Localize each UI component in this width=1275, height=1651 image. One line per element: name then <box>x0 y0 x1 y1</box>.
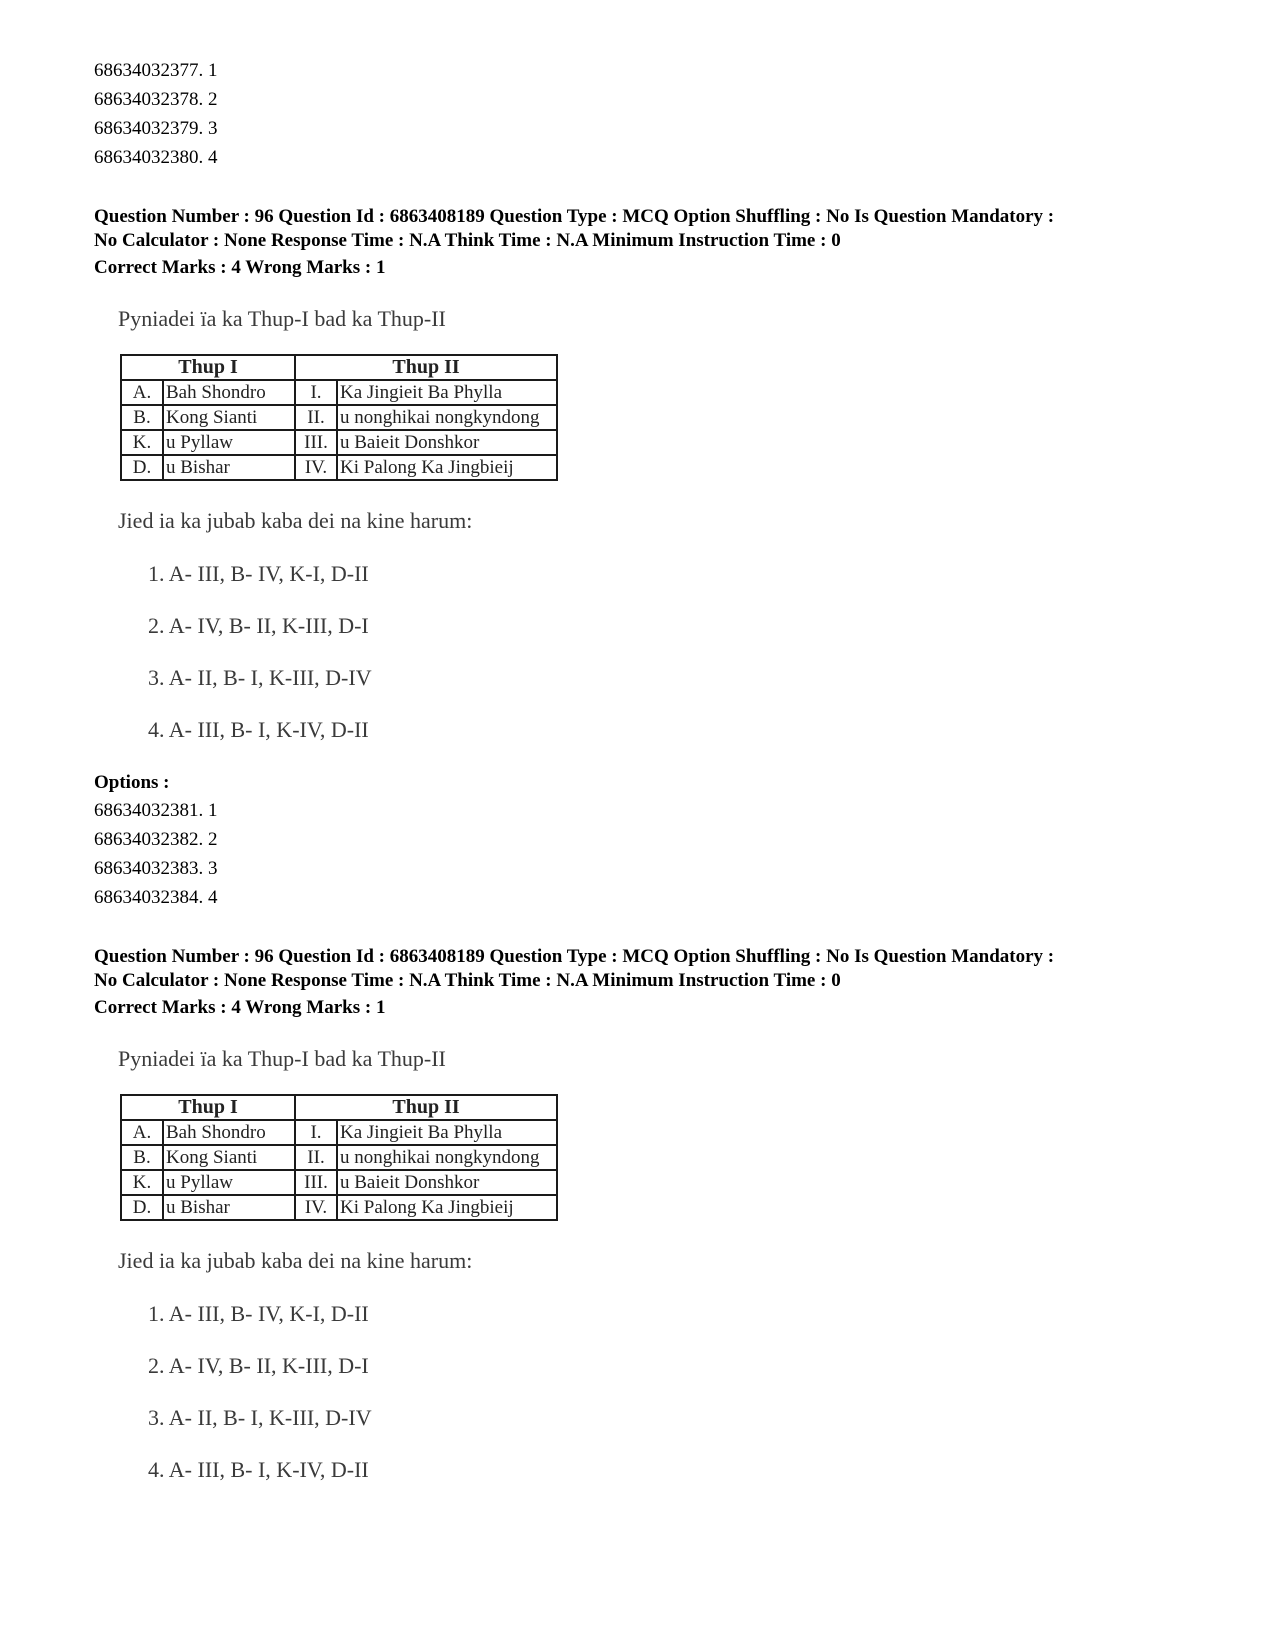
option-line: 68634032377. 1 <box>94 60 218 81</box>
question-header-line-2: No Calculator : None Response Time : N.A Think Time : N.A Minimum Instruction Time : 0 <box>94 230 841 251</box>
option-line: 68634032383. 3 <box>94 858 218 879</box>
row-roman: III. <box>295 1170 337 1195</box>
row-value: Bah Shondro <box>163 1120 295 1145</box>
table-row <box>121 430 557 455</box>
row-key: A. <box>121 380 163 405</box>
row-text: Ka Jingieit Ba Phylla <box>337 1120 557 1145</box>
answer-choice: 3. A- II, B- I, K-III, D-IV <box>148 665 372 690</box>
table-header-row <box>121 1095 557 1120</box>
row-text: u nonghikai nongkyndong <box>337 405 557 430</box>
table-row <box>121 1170 557 1195</box>
row-roman: III. <box>295 430 337 455</box>
row-value: u Bishar <box>163 1195 295 1220</box>
row-text: u nonghikai nongkyndong <box>337 1145 557 1170</box>
row-text: Ka Jingieit Ba Phylla <box>337 380 557 405</box>
options-heading: Options : <box>94 772 170 793</box>
option-line: 68634032380. 4 <box>94 147 218 168</box>
question-image <box>118 1046 738 1486</box>
row-roman: I. <box>295 380 337 405</box>
row-key: D. <box>121 455 163 480</box>
option-line: 68634032379. 3 <box>94 118 218 139</box>
option-line: 68634032381. 1 <box>94 800 218 821</box>
question-header <box>94 205 1244 253</box>
table-row <box>121 1145 557 1170</box>
options-list <box>94 796 218 912</box>
row-text: u Baieit Donshkor <box>337 430 557 455</box>
answer-choice: 4. A- III, B- I, K-IV, D-II <box>148 1457 369 1482</box>
question-header-line-1: Question Number : 96 Question Id : 6863408189 Question Type : MCQ Option Shuffling : No Is Question Mandatory : <box>94 206 1055 227</box>
table-row <box>121 455 557 480</box>
option-line: 68634032378. 2 <box>94 89 218 110</box>
row-text: Ki Palong Ka Jingbieij <box>337 455 557 480</box>
match-table <box>120 354 558 481</box>
row-key: D. <box>121 1195 163 1220</box>
answer-choice: 1. A- III, B- IV, K-I, D-II <box>148 561 369 586</box>
row-value: u Pyllaw <box>163 430 295 455</box>
question-instruction: Jied ia ka jubab kaba dei na kine harum: <box>118 508 473 533</box>
table-row <box>121 380 557 405</box>
match-table <box>120 1094 558 1221</box>
question-image <box>118 306 738 746</box>
question-prompt: Pyniadei ïa ka Thup-I bad ka Thup-II <box>118 306 446 331</box>
row-text: u Baieit Donshkor <box>337 1170 557 1195</box>
column-header-thup-1: Thup I <box>121 355 295 380</box>
row-key: B. <box>121 405 163 430</box>
previous-options-list <box>94 56 218 172</box>
row-roman: IV. <box>295 455 337 480</box>
row-roman: II. <box>295 405 337 430</box>
row-key: A. <box>121 1120 163 1145</box>
row-key: B. <box>121 1145 163 1170</box>
option-line: 68634032382. 2 <box>94 829 218 850</box>
column-header-thup-1: Thup I <box>121 1095 295 1120</box>
row-value: Kong Sianti <box>163 1145 295 1170</box>
marks-line: Correct Marks : 4 Wrong Marks : 1 <box>94 257 386 278</box>
question-prompt: Pyniadei ïa ka Thup-I bad ka Thup-II <box>118 1046 446 1071</box>
question-header-line-1: Question Number : 96 Question Id : 6863408189 Question Type : MCQ Option Shuffling : No Is Question Mandatory : <box>94 946 1055 967</box>
row-roman: IV. <box>295 1195 337 1220</box>
column-header-thup-2: Thup II <box>295 1095 557 1120</box>
table-row <box>121 405 557 430</box>
question-header <box>94 945 1244 993</box>
table-header-row <box>121 355 557 380</box>
answer-choice: 2. A- IV, B- II, K-III, D-I <box>148 613 369 638</box>
answer-choice: 4. A- III, B- I, K-IV, D-II <box>148 717 369 742</box>
column-header-thup-2: Thup II <box>295 355 557 380</box>
row-value: Kong Sianti <box>163 405 295 430</box>
row-text: Ki Palong Ka Jingbieij <box>337 1195 557 1220</box>
table-row <box>121 1195 557 1220</box>
question-header-line-2: No Calculator : None Response Time : N.A Think Time : N.A Minimum Instruction Time : 0 <box>94 970 841 991</box>
row-value: u Bishar <box>163 455 295 480</box>
answer-choice: 2. A- IV, B- II, K-III, D-I <box>148 1353 369 1378</box>
row-key: K. <box>121 430 163 455</box>
row-key: K. <box>121 1170 163 1195</box>
row-roman: II. <box>295 1145 337 1170</box>
row-value: Bah Shondro <box>163 380 295 405</box>
question-instruction: Jied ia ka jubab kaba dei na kine harum: <box>118 1248 473 1273</box>
table-row <box>121 1120 557 1145</box>
row-roman: I. <box>295 1120 337 1145</box>
answer-choice: 3. A- II, B- I, K-III, D-IV <box>148 1405 372 1430</box>
row-value: u Pyllaw <box>163 1170 295 1195</box>
option-line: 68634032384. 4 <box>94 887 218 908</box>
answer-choice: 1. A- III, B- IV, K-I, D-II <box>148 1301 369 1326</box>
marks-line: Correct Marks : 4 Wrong Marks : 1 <box>94 997 386 1018</box>
